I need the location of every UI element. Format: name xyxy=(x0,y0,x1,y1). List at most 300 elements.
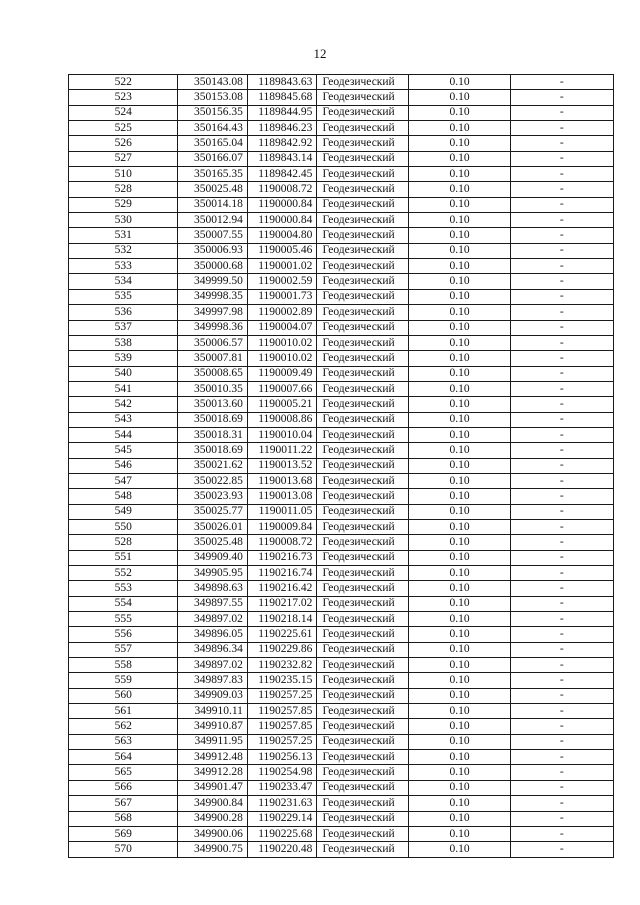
method-cell: Геодезический xyxy=(317,704,409,719)
description-cell: - xyxy=(510,826,613,841)
description-cell: - xyxy=(510,151,613,166)
method-cell: Геодезический xyxy=(317,136,409,151)
description-cell: - xyxy=(510,243,613,258)
x-coordinate-cell: 350018.31 xyxy=(178,427,248,442)
x-coordinate-cell: 349909.40 xyxy=(178,550,248,565)
x-coordinate-cell: 350166.07 xyxy=(178,151,248,166)
accuracy-cell: 0.10 xyxy=(409,719,510,734)
method-cell: Геодезический xyxy=(317,427,409,442)
method-cell: Геодезический xyxy=(317,259,409,274)
description-cell: - xyxy=(510,458,613,473)
x-coordinate-cell: 349905.95 xyxy=(178,566,248,581)
accuracy-cell: 0.10 xyxy=(409,320,510,335)
table-row xyxy=(69,842,614,857)
y-coordinate-cell: 1190013.68 xyxy=(247,473,317,488)
accuracy-cell: 0.10 xyxy=(409,581,510,596)
accuracy-cell: 0.10 xyxy=(409,228,510,243)
accuracy-cell: 0.10 xyxy=(409,136,510,151)
method-cell: Геодезический xyxy=(317,458,409,473)
x-coordinate-cell: 350012.94 xyxy=(178,213,248,228)
table-row xyxy=(69,320,614,335)
accuracy-cell: 0.10 xyxy=(409,780,510,795)
accuracy-cell: 0.10 xyxy=(409,305,510,320)
method-cell: Геодезический xyxy=(317,443,409,458)
point-number-cell: 536 xyxy=(69,305,178,320)
point-number-cell: 529 xyxy=(69,197,178,212)
y-coordinate-cell: 1190254.98 xyxy=(247,765,317,780)
table-row xyxy=(69,519,614,534)
y-coordinate-cell: 1190011.22 xyxy=(247,443,317,458)
point-number-cell: 547 xyxy=(69,473,178,488)
y-coordinate-cell: 1190005.21 xyxy=(247,397,317,412)
x-coordinate-cell: 350025.77 xyxy=(178,504,248,519)
description-cell: - xyxy=(510,167,613,182)
accuracy-cell: 0.10 xyxy=(409,673,510,688)
table-row xyxy=(69,535,614,550)
method-cell: Геодезический xyxy=(317,504,409,519)
accuracy-cell: 0.10 xyxy=(409,658,510,673)
point-number-cell: 559 xyxy=(69,673,178,688)
description-cell: - xyxy=(510,381,613,396)
description-cell: - xyxy=(510,412,613,427)
x-coordinate-cell: 349909.03 xyxy=(178,688,248,703)
method-cell: Геодезический xyxy=(317,519,409,534)
y-coordinate-cell: 1189844.95 xyxy=(247,105,317,120)
method-cell: Геодезический xyxy=(317,305,409,320)
method-cell: Геодезический xyxy=(317,719,409,734)
y-coordinate-cell: 1190008.72 xyxy=(247,182,317,197)
method-cell: Геодезический xyxy=(317,489,409,504)
accuracy-cell: 0.10 xyxy=(409,412,510,427)
point-number-cell: 532 xyxy=(69,243,178,258)
y-coordinate-cell: 1190231.63 xyxy=(247,796,317,811)
page-number: 12 xyxy=(313,46,327,61)
description-cell: - xyxy=(510,704,613,719)
table-row xyxy=(69,566,614,581)
y-coordinate-cell: 1190010.04 xyxy=(247,427,317,442)
point-number-cell: 531 xyxy=(69,228,178,243)
point-number-cell: 535 xyxy=(69,289,178,304)
x-coordinate-cell: 350021.62 xyxy=(178,458,248,473)
point-number-cell: 562 xyxy=(69,719,178,734)
y-coordinate-cell: 1190229.14 xyxy=(247,811,317,826)
table-row xyxy=(69,734,614,749)
description-cell: - xyxy=(510,719,613,734)
x-coordinate-cell: 349911.95 xyxy=(178,734,248,749)
table-row xyxy=(69,167,614,182)
y-coordinate-cell: 1190002.89 xyxy=(247,305,317,320)
point-number-cell: 546 xyxy=(69,458,178,473)
method-cell: Геодезический xyxy=(317,197,409,212)
method-cell: Геодезический xyxy=(317,765,409,780)
table-row xyxy=(69,612,614,627)
description-cell: - xyxy=(510,519,613,534)
table-row xyxy=(69,151,614,166)
point-number-cell: 544 xyxy=(69,427,178,442)
x-coordinate-cell: 349900.75 xyxy=(178,842,248,857)
description-cell: - xyxy=(510,673,613,688)
accuracy-cell: 0.10 xyxy=(409,397,510,412)
table-row xyxy=(69,228,614,243)
y-coordinate-cell: 1190000.84 xyxy=(247,197,317,212)
accuracy-cell: 0.10 xyxy=(409,535,510,550)
point-number-cell: 561 xyxy=(69,704,178,719)
accuracy-cell: 0.10 xyxy=(409,627,510,642)
x-coordinate-cell: 349897.02 xyxy=(178,658,248,673)
y-coordinate-cell: 1190233.47 xyxy=(247,780,317,795)
description-cell: - xyxy=(510,535,613,550)
point-number-cell: 555 xyxy=(69,612,178,627)
accuracy-cell: 0.10 xyxy=(409,519,510,534)
x-coordinate-cell: 349901.47 xyxy=(178,780,248,795)
method-cell: Геодезический xyxy=(317,796,409,811)
table-row xyxy=(69,627,614,642)
accuracy-cell: 0.10 xyxy=(409,289,510,304)
accuracy-cell: 0.10 xyxy=(409,765,510,780)
point-number-cell: 534 xyxy=(69,274,178,289)
point-number-cell: 522 xyxy=(69,75,178,90)
accuracy-cell: 0.10 xyxy=(409,796,510,811)
accuracy-cell: 0.10 xyxy=(409,642,510,657)
y-coordinate-cell: 1190218.14 xyxy=(247,612,317,627)
x-coordinate-cell: 349997.98 xyxy=(178,305,248,320)
point-number-cell: 533 xyxy=(69,259,178,274)
description-cell: - xyxy=(510,121,613,136)
x-coordinate-cell: 349898.63 xyxy=(178,581,248,596)
point-number-cell: 545 xyxy=(69,443,178,458)
description-cell: - xyxy=(510,213,613,228)
method-cell: Геодезический xyxy=(317,335,409,350)
x-coordinate-cell: 350164.43 xyxy=(178,121,248,136)
method-cell: Геодезический xyxy=(317,90,409,105)
method-cell: Геодезический xyxy=(317,811,409,826)
description-cell: - xyxy=(510,90,613,105)
method-cell: Геодезический xyxy=(317,75,409,90)
table-row xyxy=(69,75,614,90)
description-cell: - xyxy=(510,842,613,857)
accuracy-cell: 0.10 xyxy=(409,842,510,857)
point-number-cell: 530 xyxy=(69,213,178,228)
point-number-cell: 524 xyxy=(69,105,178,120)
description-cell: - xyxy=(510,75,613,90)
point-number-cell: 525 xyxy=(69,121,178,136)
y-coordinate-cell: 1190256.13 xyxy=(247,750,317,765)
description-cell: - xyxy=(510,320,613,335)
y-coordinate-cell: 1190235.15 xyxy=(247,673,317,688)
description-cell: - xyxy=(510,274,613,289)
table-row xyxy=(69,780,614,795)
x-coordinate-cell: 350018.69 xyxy=(178,412,248,427)
accuracy-cell: 0.10 xyxy=(409,167,510,182)
accuracy-cell: 0.10 xyxy=(409,473,510,488)
x-coordinate-cell: 350165.04 xyxy=(178,136,248,151)
point-number-cell: 568 xyxy=(69,811,178,826)
point-number-cell: 537 xyxy=(69,320,178,335)
table-body xyxy=(69,75,614,858)
point-number-cell: 554 xyxy=(69,596,178,611)
method-cell: Геодезический xyxy=(317,734,409,749)
x-coordinate-cell: 350006.57 xyxy=(178,335,248,350)
method-cell: Геодезический xyxy=(317,412,409,427)
description-cell: - xyxy=(510,504,613,519)
point-number-cell: 563 xyxy=(69,734,178,749)
description-cell: - xyxy=(510,550,613,565)
table-row xyxy=(69,443,614,458)
x-coordinate-cell: 349900.84 xyxy=(178,796,248,811)
point-number-cell: 560 xyxy=(69,688,178,703)
point-number-cell: 564 xyxy=(69,750,178,765)
method-cell: Геодезический xyxy=(317,213,409,228)
x-coordinate-cell: 350153.08 xyxy=(178,90,248,105)
method-cell: Геодезический xyxy=(317,366,409,381)
accuracy-cell: 0.10 xyxy=(409,427,510,442)
table-row xyxy=(69,351,614,366)
y-coordinate-cell: 1190257.85 xyxy=(247,704,317,719)
table-row xyxy=(69,704,614,719)
table-row xyxy=(69,243,614,258)
y-coordinate-cell: 1190009.84 xyxy=(247,519,317,534)
method-cell: Геодезический xyxy=(317,612,409,627)
x-coordinate-cell: 349910.11 xyxy=(178,704,248,719)
table-row xyxy=(69,182,614,197)
table-row xyxy=(69,213,614,228)
x-coordinate-cell: 350025.48 xyxy=(178,182,248,197)
accuracy-cell: 0.10 xyxy=(409,550,510,565)
y-coordinate-cell: 1190004.07 xyxy=(247,320,317,335)
description-cell: - xyxy=(510,566,613,581)
accuracy-cell: 0.10 xyxy=(409,90,510,105)
accuracy-cell: 0.10 xyxy=(409,811,510,826)
y-coordinate-cell: 1190257.25 xyxy=(247,734,317,749)
y-coordinate-cell: 1190007.66 xyxy=(247,381,317,396)
x-coordinate-cell: 349896.34 xyxy=(178,642,248,657)
description-cell: - xyxy=(510,335,613,350)
point-number-cell: 553 xyxy=(69,581,178,596)
point-number-cell: 550 xyxy=(69,519,178,534)
point-number-cell: 543 xyxy=(69,412,178,427)
y-coordinate-cell: 1190008.86 xyxy=(247,412,317,427)
point-number-cell: 527 xyxy=(69,151,178,166)
table-row xyxy=(69,90,614,105)
description-cell: - xyxy=(510,182,613,197)
description-cell: - xyxy=(510,658,613,673)
x-coordinate-cell: 350007.55 xyxy=(178,228,248,243)
table-row xyxy=(69,305,614,320)
accuracy-cell: 0.10 xyxy=(409,213,510,228)
table-row xyxy=(69,427,614,442)
x-coordinate-cell: 349896.05 xyxy=(178,627,248,642)
y-coordinate-cell: 1190010.02 xyxy=(247,335,317,350)
description-cell: - xyxy=(510,259,613,274)
accuracy-cell: 0.10 xyxy=(409,335,510,350)
y-coordinate-cell: 1190232.82 xyxy=(247,658,317,673)
description-cell: - xyxy=(510,750,613,765)
table-row xyxy=(69,750,614,765)
method-cell: Геодезический xyxy=(317,289,409,304)
x-coordinate-cell: 350023.93 xyxy=(178,489,248,504)
table-row xyxy=(69,473,614,488)
x-coordinate-cell: 349910.87 xyxy=(178,719,248,734)
point-number-cell: 552 xyxy=(69,566,178,581)
y-coordinate-cell: 1189846.23 xyxy=(247,121,317,136)
coordinates-table xyxy=(68,74,614,858)
description-cell: - xyxy=(510,765,613,780)
y-coordinate-cell: 1190225.61 xyxy=(247,627,317,642)
description-cell: - xyxy=(510,596,613,611)
method-cell: Геодезический xyxy=(317,658,409,673)
description-cell: - xyxy=(510,642,613,657)
x-coordinate-cell: 349900.06 xyxy=(178,826,248,841)
table-row xyxy=(69,581,614,596)
y-coordinate-cell: 1190217.02 xyxy=(247,596,317,611)
method-cell: Геодезический xyxy=(317,473,409,488)
description-cell: - xyxy=(510,473,613,488)
description-cell: - xyxy=(510,811,613,826)
y-coordinate-cell: 1190004.80 xyxy=(247,228,317,243)
table-row xyxy=(69,381,614,396)
y-coordinate-cell: 1190011.05 xyxy=(247,504,317,519)
x-coordinate-cell: 349900.28 xyxy=(178,811,248,826)
table-row xyxy=(69,811,614,826)
accuracy-cell: 0.10 xyxy=(409,366,510,381)
x-coordinate-cell: 349897.02 xyxy=(178,612,248,627)
table-row xyxy=(69,658,614,673)
point-number-cell: 542 xyxy=(69,397,178,412)
description-cell: - xyxy=(510,366,613,381)
method-cell: Геодезический xyxy=(317,351,409,366)
point-number-cell: 541 xyxy=(69,381,178,396)
point-number-cell: 558 xyxy=(69,658,178,673)
x-coordinate-cell: 350013.60 xyxy=(178,397,248,412)
x-coordinate-cell: 349998.35 xyxy=(178,289,248,304)
x-coordinate-cell: 350143.08 xyxy=(178,75,248,90)
x-coordinate-cell: 350025.48 xyxy=(178,535,248,550)
table-row xyxy=(69,412,614,427)
point-number-cell: 569 xyxy=(69,826,178,841)
y-coordinate-cell: 1190000.84 xyxy=(247,213,317,228)
y-coordinate-cell: 1190001.73 xyxy=(247,289,317,304)
description-cell: - xyxy=(510,489,613,504)
y-coordinate-cell: 1189845.68 xyxy=(247,90,317,105)
description-cell: - xyxy=(510,305,613,320)
y-coordinate-cell: 1189842.92 xyxy=(247,136,317,151)
x-coordinate-cell: 350007.81 xyxy=(178,351,248,366)
x-coordinate-cell: 349897.55 xyxy=(178,596,248,611)
table-row xyxy=(69,397,614,412)
method-cell: Геодезический xyxy=(317,397,409,412)
x-coordinate-cell: 350000.68 xyxy=(178,259,248,274)
description-cell: - xyxy=(510,351,613,366)
x-coordinate-cell: 350022.85 xyxy=(178,473,248,488)
method-cell: Геодезический xyxy=(317,750,409,765)
point-number-cell: 549 xyxy=(69,504,178,519)
x-coordinate-cell: 349912.48 xyxy=(178,750,248,765)
x-coordinate-cell: 349897.83 xyxy=(178,673,248,688)
y-coordinate-cell: 1190216.74 xyxy=(247,566,317,581)
description-cell: - xyxy=(510,397,613,412)
method-cell: Геодезический xyxy=(317,596,409,611)
method-cell: Геодезический xyxy=(317,381,409,396)
table-row xyxy=(69,259,614,274)
accuracy-cell: 0.10 xyxy=(409,121,510,136)
table-row xyxy=(69,688,614,703)
method-cell: Геодезический xyxy=(317,320,409,335)
accuracy-cell: 0.10 xyxy=(409,826,510,841)
y-coordinate-cell: 1190002.59 xyxy=(247,274,317,289)
table-row xyxy=(69,458,614,473)
table-row xyxy=(69,796,614,811)
table-row xyxy=(69,136,614,151)
method-cell: Геодезический xyxy=(317,535,409,550)
method-cell: Геодезический xyxy=(317,228,409,243)
description-cell: - xyxy=(510,581,613,596)
x-coordinate-cell: 350006.93 xyxy=(178,243,248,258)
point-number-cell: 557 xyxy=(69,642,178,657)
point-number-cell: 523 xyxy=(69,90,178,105)
x-coordinate-cell: 350026.01 xyxy=(178,519,248,534)
y-coordinate-cell: 1190220.48 xyxy=(247,842,317,857)
method-cell: Геодезический xyxy=(317,627,409,642)
accuracy-cell: 0.10 xyxy=(409,182,510,197)
y-coordinate-cell: 1190257.85 xyxy=(247,719,317,734)
y-coordinate-cell: 1189843.14 xyxy=(247,151,317,166)
y-coordinate-cell: 1190005.46 xyxy=(247,243,317,258)
accuracy-cell: 0.10 xyxy=(409,704,510,719)
table-row xyxy=(69,121,614,136)
point-number-cell: 538 xyxy=(69,335,178,350)
accuracy-cell: 0.10 xyxy=(409,259,510,274)
table-row xyxy=(69,489,614,504)
point-number-cell: 565 xyxy=(69,765,178,780)
y-coordinate-cell: 1190013.52 xyxy=(247,458,317,473)
accuracy-cell: 0.10 xyxy=(409,151,510,166)
accuracy-cell: 0.10 xyxy=(409,458,510,473)
y-coordinate-cell: 1189843.63 xyxy=(247,75,317,90)
x-coordinate-cell: 350008.65 xyxy=(178,366,248,381)
y-coordinate-cell: 1190257.25 xyxy=(247,688,317,703)
point-number-cell: 528 xyxy=(69,182,178,197)
point-number-cell: 551 xyxy=(69,550,178,565)
accuracy-cell: 0.10 xyxy=(409,105,510,120)
description-cell: - xyxy=(510,443,613,458)
x-coordinate-cell: 349912.28 xyxy=(178,765,248,780)
table-row xyxy=(69,335,614,350)
accuracy-cell: 0.10 xyxy=(409,243,510,258)
y-coordinate-cell: 1190216.42 xyxy=(247,581,317,596)
y-coordinate-cell: 1189842.45 xyxy=(247,167,317,182)
accuracy-cell: 0.10 xyxy=(409,750,510,765)
description-cell: - xyxy=(510,197,613,212)
y-coordinate-cell: 1190225.68 xyxy=(247,826,317,841)
point-number-cell: 566 xyxy=(69,780,178,795)
table-row xyxy=(69,673,614,688)
table-row xyxy=(69,826,614,841)
x-coordinate-cell: 350010.35 xyxy=(178,381,248,396)
x-coordinate-cell: 350014.18 xyxy=(178,197,248,212)
y-coordinate-cell: 1190008.72 xyxy=(247,535,317,550)
point-number-cell: 567 xyxy=(69,796,178,811)
table-row xyxy=(69,197,614,212)
x-coordinate-cell: 349998.36 xyxy=(178,320,248,335)
accuracy-cell: 0.10 xyxy=(409,75,510,90)
table-row xyxy=(69,289,614,304)
accuracy-cell: 0.10 xyxy=(409,274,510,289)
y-coordinate-cell: 1190229.86 xyxy=(247,642,317,657)
y-coordinate-cell: 1190216.73 xyxy=(247,550,317,565)
table-row xyxy=(69,366,614,381)
point-number-cell: 548 xyxy=(69,489,178,504)
description-cell: - xyxy=(510,627,613,642)
